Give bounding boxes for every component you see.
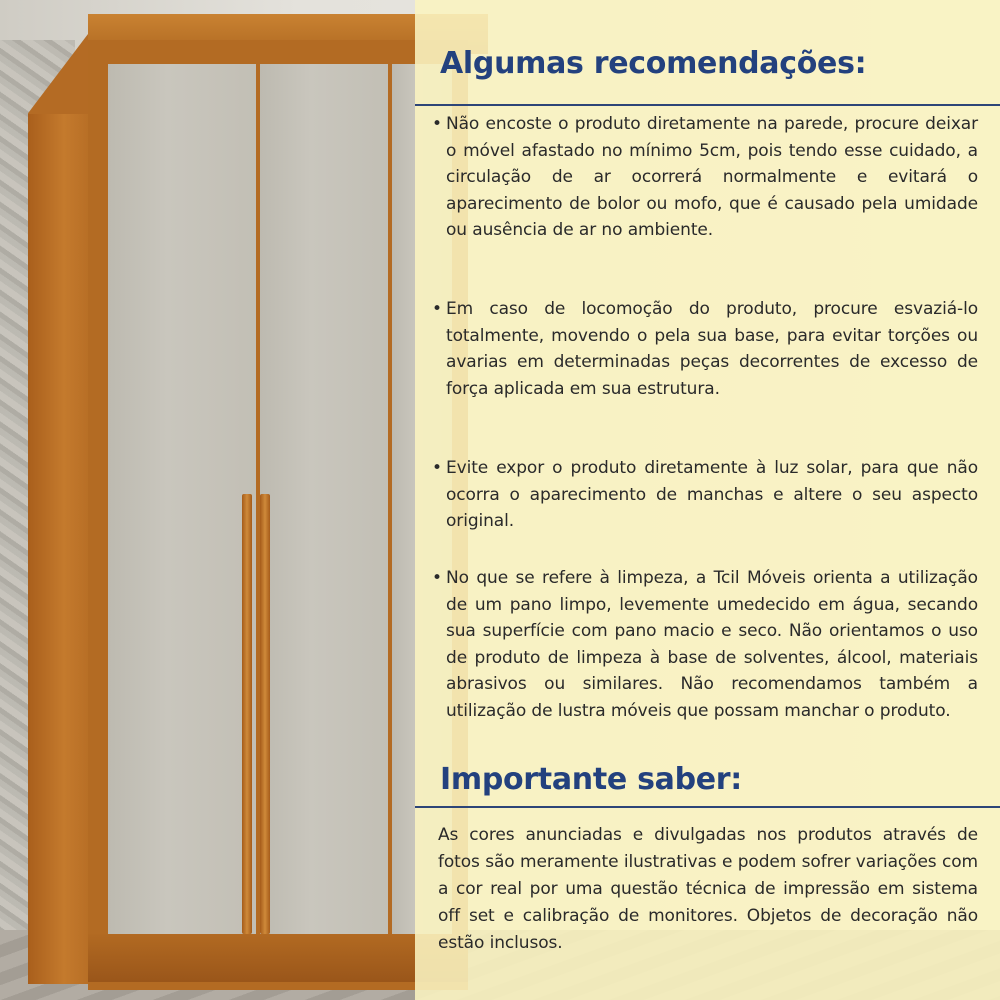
door-handle bbox=[260, 494, 270, 934]
list-item bbox=[432, 111, 978, 244]
important-heading: Importante saber: bbox=[440, 762, 742, 797]
list-item bbox=[432, 565, 978, 724]
recommendation-text: Evite expor o produto diretamente à luz solar, para que não ocorra o aparecimento de manchas e altere o seu aspecto original. bbox=[446, 458, 978, 531]
recommendations-heading: Algumas recomendações: bbox=[440, 46, 867, 81]
bullet-icon: • bbox=[432, 458, 443, 478]
bullet-icon: • bbox=[432, 299, 443, 319]
list-item bbox=[432, 455, 978, 535]
wardrobe-side-panel bbox=[28, 114, 88, 984]
wardrobe-door bbox=[260, 64, 388, 934]
divider bbox=[415, 104, 1000, 106]
divider bbox=[415, 806, 1000, 808]
door-handle bbox=[242, 494, 252, 934]
recommendation-text: Não encoste o produto diretamente na parede, procure deixar o móvel afastado no mínimo 5cm, pois tendo esse cuidado, a circulação de ar ocorrerá normalmente e evitará o aparecimento de bolor ou mofo, que é causado pela umidade ou ausência de ar no ambiente. bbox=[446, 114, 978, 240]
important-text: As cores anunciadas e divulgadas nos produtos através de fotos são meramente ilustrativas e podem sofrer variações com a cor real por uma questão técnica de impressão em sistema off set e calibração de monitores. Objetos de decoração não estão inclusos. bbox=[438, 825, 978, 953]
recommendation-text: No que se refere à limpeza, a Tcil Móveis orienta a utilização de um pano limpo, levemente umedecido em água, secando sua superfície com pano macio e seco. Não orientamos o uso de produto de limpeza à base de solventes, álcool, materiais abrasivos ou similares. Não recomendamos também a utilização de lustra móveis que possam manchar o produto. bbox=[446, 568, 978, 721]
wardrobe-door bbox=[108, 64, 256, 934]
list-item bbox=[432, 296, 978, 402]
wardrobe-base bbox=[88, 934, 468, 982]
wardrobe-illustration bbox=[28, 14, 448, 999]
bullet-icon: • bbox=[432, 114, 443, 134]
recommendation-text: Em caso de locomoção do produto, procure esvaziá-lo totalmente, movendo o pela sua base, para evitar torções ou avarias em determinadas peças decorrentes de excesso de força aplicada em sua estrutura. bbox=[446, 299, 978, 399]
bullet-icon: • bbox=[432, 568, 443, 588]
